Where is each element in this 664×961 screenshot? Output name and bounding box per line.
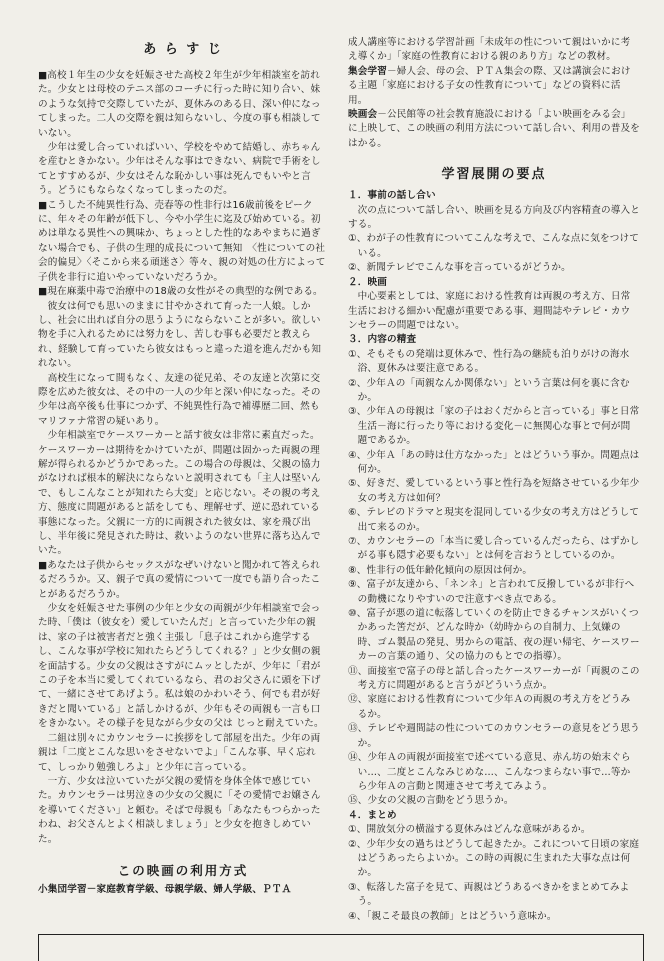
section-intro: 次の点について話し合い、映画を見る方向及び内容精査の導入とする。	[348, 204, 640, 231]
section-item: ⑩、富子が悪の道に転落していくのを防止できるチャンスがいくつかあった筈だが、どんな時か（幼時からの自制力、上気嫌の時、ゴム製品の発見、男からの電話、夜の遅い帰宅、ケースワーカーの言葉の通り、父の協力のもとでの指導）。	[348, 608, 640, 663]
usage-list	[348, 65, 640, 151]
usage-heading: この映画の利用方式	[117, 862, 249, 878]
usage-item	[348, 108, 640, 151]
usage-item-label: 映画会	[348, 109, 378, 121]
section-item: ⑧、性非行の低年齢化傾向の原因は何か。	[348, 564, 533, 576]
synopsis-paragraph: 彼女は何でも思いのままに甘やかされて育った一人娘。しかし、社会に出れば自分の思うようにならないことが多い。欲しい物を手に入れるためには努力をし、苦しむ事も必要だと教えられ、経験して育っていたら彼女はもっと違った道を進んだかも知れない。	[38, 300, 322, 370]
synopsis-paragraph: 一方、少女は泣いていたが父親の愛情を身体全体で感じていた。カウンセラーは男泣きの少女の父親に「その愛情でお嬢さんを導いてください」と頼む。そばで母親も「あなたもつらかったわね、お父さんとよく相談しましょう」と少女を抱きしめていた。	[38, 775, 321, 845]
synopsis-paragraph: 少年相談室でケースワーカーと話す彼女は非常に素直だった。ケースワーカーは期待をかけていたが、問題は固かった両親の理解が得られるかどうかであった。この場合の母親は、父親の協力がなければ根本的解決にならないと説明されても「主人は堅いんで、もしこんなことが知れたら大変」と応じない。その親の考え方、態度に問題があると話をしても、理解せず、逆に恐れている事態になった。父親に一方的に両親された彼女は、家を飛び出し、半年後に発見された時は、救いようのない世界に落ち込んでいた。	[38, 430, 321, 557]
section-title: ４．まとめ	[348, 809, 397, 821]
synopsis-paragraph: ■あなたは子供からセックスがなぜいけないと聞かれて答えられるだろうか。又、親子で真の愛情について一度でも語り合ったことがあるだろうか。	[38, 559, 321, 600]
section-item: ②、少年Ａの「両親なんか関係ない」という言葉は何を裏に含むか。	[348, 377, 630, 403]
synopsis-paragraph: 少年は愛し合っていればいい、学校をやめて結婚し、赤ちゃんを産むときかない。少年はそんな事はできない、病院で手術をしてとすすめるが、少女はそんな恥かしい事は死んでもいやと言う。どうにもならなくなってしまったのだ。	[38, 142, 321, 197]
right-column	[348, 0, 640, 924]
guide-heading: 学習展開の要点	[441, 167, 547, 183]
usage-first-line: 小集団学習－家庭教育学級、母親学級、婦人学級、ＰＴＡ	[38, 883, 292, 895]
usage-item	[348, 65, 640, 108]
section-item: ⑨、富子が友達から、「ネンネ」と言われて反撥しているが非行への動機になりやすいので注意すべき点である。	[348, 579, 635, 605]
section-title: ２．映画	[348, 276, 387, 288]
section-item: ①、そもそもの発端は夏休みで、性行為の継続も泊りがけの海水浴、夏休みは要注意である。	[348, 348, 630, 375]
synopsis-paragraph: ■高校１年生の少女を妊娠させた高校２年生が少年相談室を訪れた。少女とは母校のテニス部のコーチに行った時に知り合い、妹のような気持で交際していたが、夏休みのある日、深い仲になってしまった。二人の交際を親は知らないし、今度の事も相談していない。	[38, 70, 321, 139]
section-title: ３．内容の精査	[348, 334, 417, 346]
section-item: ①、開放気分の横溢する夏休みはどんな意味があるか。	[348, 824, 591, 836]
guide-sections	[348, 189, 640, 924]
section-item: ⑪、面接室で富子の母と話し合ったケースワーカーが「両親のこの考え方に問題があると言うがどういう点か。	[348, 665, 640, 692]
section-item: ③、転落した富子を見て、両親はどうあるべきかをまとめてみよう。	[348, 881, 630, 908]
section-title: １．事前の話し合い	[348, 190, 436, 202]
synopsis-body	[38, 69, 328, 847]
section-item: ⑭、少年Ａの両親が面接室で述べている意見、赤ん坊の始末ぐらい…、二度とこんなみじめな…、こんなつまらない事で…等から少年Ａの言動と関連させて考えてみよう。	[348, 752, 631, 792]
section-intro: 中心要素としては、家庭における性教育は両親の考え方、日常生活における細かい配慮が重要である事、週間誌やテレビ・カウンセラーの問題ではない。	[348, 291, 631, 331]
bottom-frame	[38, 934, 644, 961]
section-item: ⑬、テレビや週間誌の性についてのカウンセラーの意見をどう思うか。	[348, 723, 640, 749]
synopsis-paragraph: 高校生になって間もなく、友達の従兄弟、その友達と次第に交際を広めた彼女は、その中の一人の少年と深い仲になった。その少年は高卒後も仕事につかず、不純異性行為で補導歴二回、然もマリファナ常習の疑いあり。	[38, 372, 321, 427]
section-item: ②、新聞テレビでこんな事を言っているがどうか。	[348, 262, 571, 274]
section-item: ⑤、好きだ、愛しているという事と性行為を短絡させている少年少女の考え方は如何？	[348, 478, 640, 504]
section-item: ⑫、家庭における性教育について少年Ａの両親の考え方をどうみるか。	[348, 694, 631, 720]
section-item: ④、「親こそ最良の教師」とはどういう意味か。	[348, 910, 557, 922]
usage-item-label: 集会学習	[348, 65, 387, 77]
section-item: ③、少年Ａの母親は「家の子はおくだからと言っている」事と日常生活－海に行ったり等における変化－に無関心な事とで何が問題であるか。	[348, 406, 640, 447]
section-item: ⑥、テレビのドラマと現実を混同している少女の考え方はどうして出て来るのか。	[348, 507, 640, 533]
synopsis-paragraph: ■現在麻薬中毒で治療中の18歳の女性がその典型的な例である。	[38, 286, 323, 298]
section-item: ④、少年Ａ「あの時は仕方なかった」とはどういう事か。問題点は何か。	[348, 449, 640, 475]
synopsis-heading: あ ら す じ	[143, 42, 223, 57]
section-item: ⑦、カウンセラーの「本当に愛し合っているんだったら、はずかしがる事も隠す必要もない」とは何を言おうとしているのか。	[348, 536, 640, 562]
usage-item-text: －公民館等の社会教育施設における「よい映画をみる会」に上映して、この映画の利用方法について話し合い、利用の普及をはかる。	[348, 109, 640, 149]
section-item: ②、少年少女の過ちはどうして起きたか。これについて日頃の家庭はどうあったらよいか。この時の両親に生まれた大事な点は何か。	[348, 838, 640, 879]
usage-continued: 成人講座等における学習計画「未成年の性について親はいかに考え導くか」「家庭の性教育における親のあり方」などの教材。	[348, 37, 631, 63]
section-item: ⑮、少女の父親の言動をどう思うか。	[348, 795, 514, 807]
synopsis-paragraph: ■こうした不純異性行為、売春等の性非行は16歳前後をピークに、年々その年齢が低下し、今や小学生に迄及び始めている。初めは単なる異性への興味か、ちょっとした性的なあやまちに過ぎない場合でも、子供の生理的成長について無知 〈性についての社会的偏見〉〈そこから来る頑迷さ〉等々、親の対処の仕方によって子供を非行に追いやっていないだろうか。	[38, 199, 326, 283]
left-column	[38, 0, 328, 897]
synopsis-paragraph: 少女を妊娠させた事例の少年と少女の両親が少年相談室で会った時、「僕は（彼女を）愛していたんだ」と言っていた少年の親は、家の子は被害者だと強く主張し「息子はこれから進学するし、こんな事が学校に知れたらどうしてくれる？」と少女側の親を面詰する。少女の父親はさすがにムッとしたが、少年に「君がこの子を本当に愛してくれているなら、君のお父さんに頭を下げて、一緒にさせてあげよう。私は娘のかわいそう、何でも君が好きだと聞いている」と話しかけるが、少年もその両親も一言も口をきかない。その様子を見ながら少女の父は じっと耐えていた。	[38, 603, 324, 730]
section-item: ①、わが子の性教育についてこんな考えで、こんな点に気をつけている。	[348, 233, 639, 259]
synopsis-paragraph: 二組は別々にカウンセラーに挨拶をして部屋を出た。少年の両親は「二度とこんな思いをさせないでよ」「こんな事、早く忘れて、しっかり勉強しろよ」と少年に言っている。	[38, 732, 321, 773]
usage-item-text: －婦人会、母の会、ＰＴＡ集会の際、又は講演会における主題「家庭における子女の性教育について」などの資料に活用。	[348, 65, 631, 106]
